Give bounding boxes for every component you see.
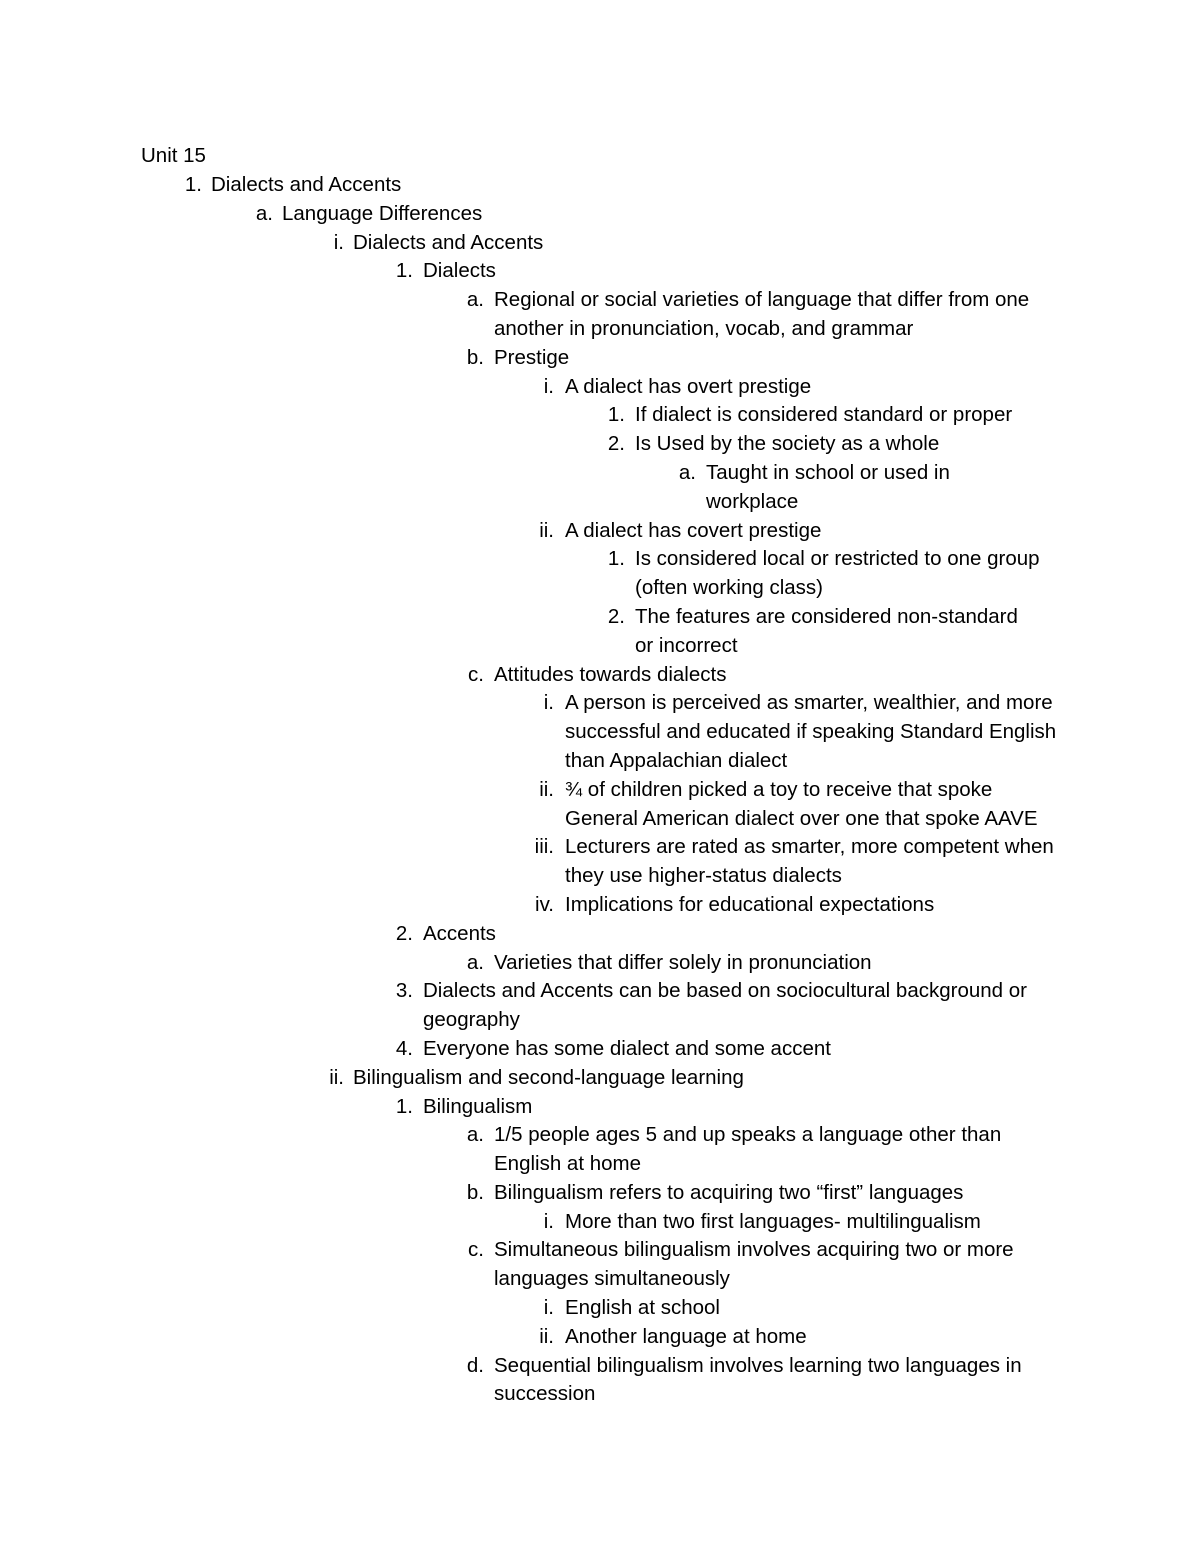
outline-item-text: Another language at home: [565, 1324, 807, 1348]
outline-item-marker: i.: [543, 374, 554, 398]
outline-item-marker: ii.: [539, 518, 554, 542]
outline-item-marker: ii.: [329, 1065, 344, 1089]
outline-item: [0, 430, 1200, 459]
outline-item-text: A person is perceived as smarter, wealthier, and more successful and educated if speaking Standard English than Appalachian dialect: [565, 691, 1057, 772]
outline-item: [0, 1121, 1200, 1179]
outline-item-text: Taught in school or used in workplace: [706, 460, 950, 513]
outline-item: [0, 545, 1200, 603]
outline-item-text: Attitudes towards dialects: [494, 662, 727, 686]
outline-item: [0, 286, 1200, 344]
outline-item-text: Lecturers are rated as smarter, more competent when they use higher-status dialects: [565, 835, 1054, 888]
outline-item-marker: b.: [466, 1180, 484, 1204]
outline-item-marker: iii.: [534, 835, 554, 859]
outline-item-marker: i.: [543, 691, 554, 715]
outline-item-text: Bilingualism and second-language learning: [353, 1065, 744, 1089]
outline-item-text: Everyone has some dialect and some accent: [423, 1036, 831, 1060]
outline-item: [0, 689, 1200, 775]
outline-item-marker: d.: [466, 1353, 484, 1377]
outline-item-text: 1/5 people ages 5 and up speaks a language other than English at home: [494, 1123, 1002, 1176]
outline-item: [0, 517, 1200, 546]
outline-item-marker: 2.: [607, 432, 625, 456]
outline-item-text: Varieties that differ solely in pronunciation: [494, 950, 872, 974]
outline-item-marker: a.: [466, 288, 484, 312]
outline-item-marker: 1.: [395, 259, 413, 283]
outline-item: [0, 171, 1200, 200]
outline-item-text: Sequential bilingualism involves learning two languages in succession: [494, 1353, 1022, 1406]
outline-item-marker: 4.: [395, 1036, 413, 1060]
outline-item: [0, 401, 1200, 430]
outline-item-text: English at school: [565, 1296, 720, 1320]
outline-item-text: Prestige: [494, 345, 570, 369]
outline-item-marker: a.: [466, 950, 484, 974]
outline-item-marker: i.: [333, 230, 344, 254]
outline-item: [0, 891, 1200, 920]
outline-item: [0, 344, 1200, 373]
outline-item-text: Bilingualism refers to acquiring two “first” languages: [494, 1180, 964, 1204]
outline-item-text: Dialects and Accents: [353, 230, 544, 254]
outline-item-text: ¾ of children picked a toy to receive that spoke General American dialect over one that spoke AAVE: [565, 777, 1038, 830]
outline-item: [0, 373, 1200, 402]
outline-item-text: Accents: [423, 921, 496, 945]
outline-item: [0, 1352, 1200, 1410]
outline-item-text: Dialects and Accents can be based on sociocultural background or geography: [423, 979, 1027, 1032]
outline-item-text: Language Differences: [282, 201, 483, 225]
outline-item: [0, 1064, 1200, 1093]
outline-item-text: If dialect is considered standard or proper: [635, 403, 1013, 427]
outline-item: [0, 1093, 1200, 1122]
outline-item-marker: a.: [466, 1123, 484, 1147]
outline-item-marker: 2.: [395, 921, 413, 945]
outline-item: [0, 1035, 1200, 1064]
outline-item-text: Implications for educational expectations: [565, 892, 935, 916]
outline-item-text: Bilingualism: [423, 1094, 533, 1118]
outline-item: [0, 229, 1200, 258]
outline-item-marker: 1.: [184, 173, 202, 196]
outline-item-text: Is considered local or restricted to one group (often working class): [635, 547, 1040, 600]
outline-item-marker: a.: [678, 460, 696, 484]
outline-item-marker: iv.: [535, 892, 554, 916]
outline-item: [0, 949, 1200, 978]
outline-item: [0, 1208, 1200, 1237]
outline-item-text: A dialect has covert prestige: [565, 518, 822, 542]
outline-item: [0, 661, 1200, 690]
outline-item-marker: a.: [255, 201, 273, 225]
outline-item-text: The features are considered non-standard or incorrect: [635, 604, 1018, 657]
outline-item-marker: c.: [468, 1238, 484, 1262]
outline-item: [0, 776, 1200, 834]
outline-item-marker: b.: [466, 345, 484, 369]
outline-item-marker: ii.: [539, 1324, 554, 1348]
outline-item: [0, 200, 1200, 229]
outline-item: [0, 977, 1200, 1035]
outline-item: [0, 920, 1200, 949]
page-title: Unit 15: [141, 144, 206, 167]
outline-item-marker: ii.: [539, 777, 554, 801]
outline-item-marker: i.: [543, 1296, 554, 1320]
outline-item-text: Is Used by the society as a whole: [635, 432, 940, 456]
outline-list: [0, 171, 1200, 1409]
outline-item-marker: 3.: [395, 979, 413, 1003]
outline-item: [0, 1323, 1200, 1352]
outline-item: [0, 1294, 1200, 1323]
outline-item-text: A dialect has overt prestige: [565, 374, 812, 398]
outline-item: [0, 1179, 1200, 1208]
outline-item-text: Dialects and Accents: [211, 173, 402, 196]
outline-item-text: Regional or social varieties of language that differ from one another in pronunciation, vocab, and grammar: [494, 288, 1030, 340]
outline-item-marker: c.: [468, 662, 484, 686]
outline-item-marker: i.: [543, 1209, 554, 1233]
outline-item: [0, 833, 1200, 891]
outline-item-marker: 1.: [607, 547, 625, 571]
outline-item: [0, 603, 1200, 661]
outline-item-text: More than two first languages- multilingualism: [565, 1209, 981, 1233]
outline-item: [0, 1236, 1200, 1294]
outline-item-text: Dialects: [423, 259, 496, 283]
outline-item-marker: 2.: [607, 604, 625, 628]
outline-item-text: Simultaneous bilingualism involves acquiring two or more languages simultaneously: [494, 1238, 1014, 1291]
outline-item: [0, 257, 1200, 286]
outline-item: [0, 459, 1200, 517]
outline-item-marker: 1.: [395, 1094, 413, 1118]
outline-item-marker: 1.: [607, 403, 625, 427]
